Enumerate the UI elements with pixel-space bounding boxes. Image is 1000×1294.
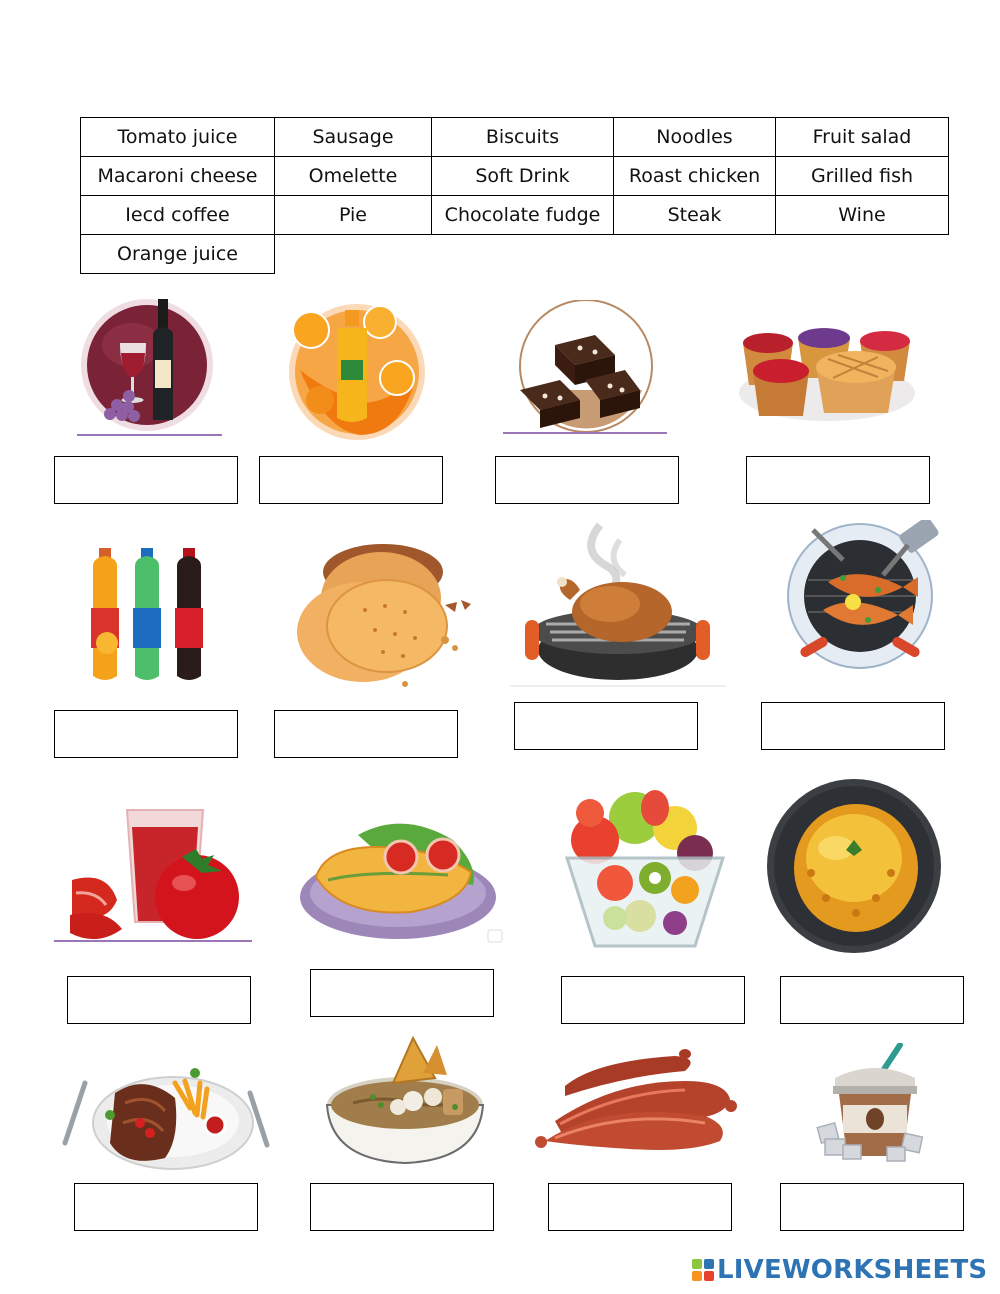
answer-tomato-juice[interactable] — [67, 976, 251, 1024]
answer-sausage[interactable] — [548, 1183, 732, 1231]
word-bank-cell: Biscuits — [432, 118, 614, 157]
steak-image — [55, 1053, 271, 1173]
sausage-image — [535, 1046, 741, 1156]
liveworksheets-mark-icon — [692, 1257, 714, 1283]
chocolate-fudge-image — [500, 300, 670, 438]
word-bank-cell: Roast chicken — [614, 157, 776, 196]
answer-pie[interactable] — [746, 456, 930, 504]
word-bank-cell: Sausage — [275, 118, 432, 157]
macaroni-cheese-image — [766, 778, 946, 954]
wine-image — [72, 295, 227, 440]
word-bank-cell: Chocolate fudge — [432, 196, 614, 235]
word-bank-cell: Noodles — [614, 118, 776, 157]
biscuits-image — [295, 540, 485, 688]
word-bank-cell: Iecd coffee — [81, 196, 275, 235]
answer-steak[interactable] — [74, 1183, 258, 1231]
grilled-fish-image — [783, 520, 945, 672]
liveworksheets-logo — [692, 1252, 987, 1288]
word-bank-cell: Tomato juice — [81, 118, 275, 157]
word-bank-row — [81, 196, 949, 235]
word-bank-row — [81, 118, 949, 157]
answer-soft-drink[interactable] — [54, 710, 238, 758]
word-bank-cell: Steak — [614, 196, 776, 235]
omelette-image — [298, 815, 504, 943]
word-bank-cell: Omelette — [275, 157, 432, 196]
answer-wine[interactable] — [54, 456, 238, 504]
iced-coffee-image — [815, 1043, 925, 1165]
fruit-salad-image — [555, 778, 733, 954]
orange-juice-image — [285, 300, 430, 445]
word-bank-cell: Orange juice — [81, 235, 275, 274]
brand-name: LIVEWORKSHEETS — [717, 1255, 988, 1285]
word-bank-cell: Macaroni cheese — [81, 157, 275, 196]
word-bank-row — [81, 157, 949, 196]
answer-iced-coffee[interactable] — [780, 1183, 964, 1231]
answer-grilled-fish[interactable] — [761, 702, 945, 750]
pie-image — [738, 323, 916, 423]
word-bank-cell: Soft Drink — [432, 157, 614, 196]
word-bank-cell: Pie — [275, 196, 432, 235]
answer-roast-chicken[interactable] — [514, 702, 698, 750]
answer-orange-juice[interactable] — [259, 456, 443, 504]
tomato-juice-image — [52, 805, 254, 945]
answer-chocolate-fudge[interactable] — [495, 456, 679, 504]
roast-chicken-image — [510, 520, 726, 688]
soft-drink-image — [85, 548, 217, 690]
noodles-image — [323, 1033, 487, 1165]
answer-macaroni-cheese[interactable] — [780, 976, 964, 1024]
word-bank-row — [81, 235, 949, 274]
answer-noodles[interactable] — [310, 1183, 494, 1231]
answer-omelette[interactable] — [310, 969, 494, 1017]
answer-fruit-salad[interactable] — [561, 976, 745, 1024]
word-bank-table — [80, 117, 949, 274]
word-bank-cell: Grilled fish — [776, 157, 949, 196]
word-bank-cell: Wine — [776, 196, 949, 235]
answer-biscuits[interactable] — [274, 710, 458, 758]
word-bank-cell: Fruit salad — [776, 118, 949, 157]
